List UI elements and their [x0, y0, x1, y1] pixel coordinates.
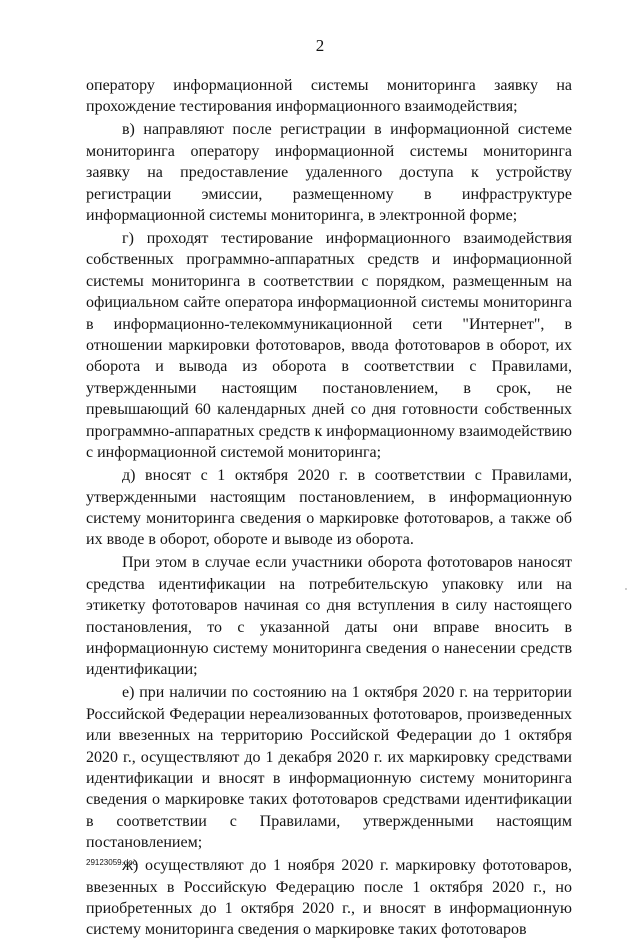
paragraph-item-d: д) вносят с 1 октября 2020 г. в соответствии с Правилами, утвержденными настоящим постановлением, в информационную систему мониторинга сведения о маркировке фототоваров, а также об их вводе в оборот, обороте и выводе из оборота.	[86, 467, 572, 549]
paragraph-note: При этом в случае если участники оборота фототоваров наносят средства идентификации на потребительскую упаковку или на этикетку фототоваров начиная со дня вступления в силу настоящего постановления, то с указанной даты они вправе вносить в информационную систему мониторинга сведения о нанесении средств идентификации;	[86, 554, 572, 679]
paragraph-item-zh: ж) осуществляют до 1 ноября 2020 г. маркировку фототоваров, ввезенных в Российскую Федерацию после 1 октября 2020 г., но приобретенных до 1 октября 2020 г., и вносят в информационную систему мониторинга сведения о маркировке таких фототоваров	[86, 857, 572, 939]
paragraph-item-v: в) направляют после регистрации в информационной системе мониторинга оператору информационной системы мониторинга заявку на предоставление удаленного доступа к устройству регистрации эмиссии, размещенному в инфраструктуре информационной системы мониторинга, в электронной форме;	[86, 121, 572, 225]
margin-mark	[625, 588, 627, 590]
paragraph-item-e: е) при наличии по состоянию на 1 октября 2020 г. на территории Российской Федерации нереализованных фототоваров, произведенных или ввезенных на территорию Российской Федерации до 1 октября 2020 г., осуществляют до 1 декабря 2020 г. их маркировку средствами идентификации и вносят в информационную систему мониторинга сведения о маркировке таких фототоваров средствами идентификации в соответствии с Правилами, утвержденными настоящим постановлением;	[86, 684, 572, 852]
paragraph-item-g: г) проходят тестирование информационного взаимодействия собственных программно-аппаратных средств и информационной системы мониторинга в соответствии с порядком, размещенным на официальном сайте оператора информационной системы мониторинга в информационно-телекоммуникационной сети "Интернет", в отношении маркировки фототоваров, ввода фототоваров в оборот, их оборота и вывода из оборота в соответствии с Правилами, утвержденными настоящим постановлением, в срок, не превышающий 60 календарных дней со дня готовности собственных программно-аппаратных средств к информационному взаимодействию с информационной системой мониторинга;	[86, 230, 572, 462]
document-body	[86, 75, 572, 941]
document-file-code: 29123059.doc	[86, 858, 137, 867]
paragraph-continued: оператору информационной системы мониторинга заявку на прохождение тестирования информационного взаимодействия;	[86, 77, 572, 116]
page-number: 2	[315, 36, 325, 55]
